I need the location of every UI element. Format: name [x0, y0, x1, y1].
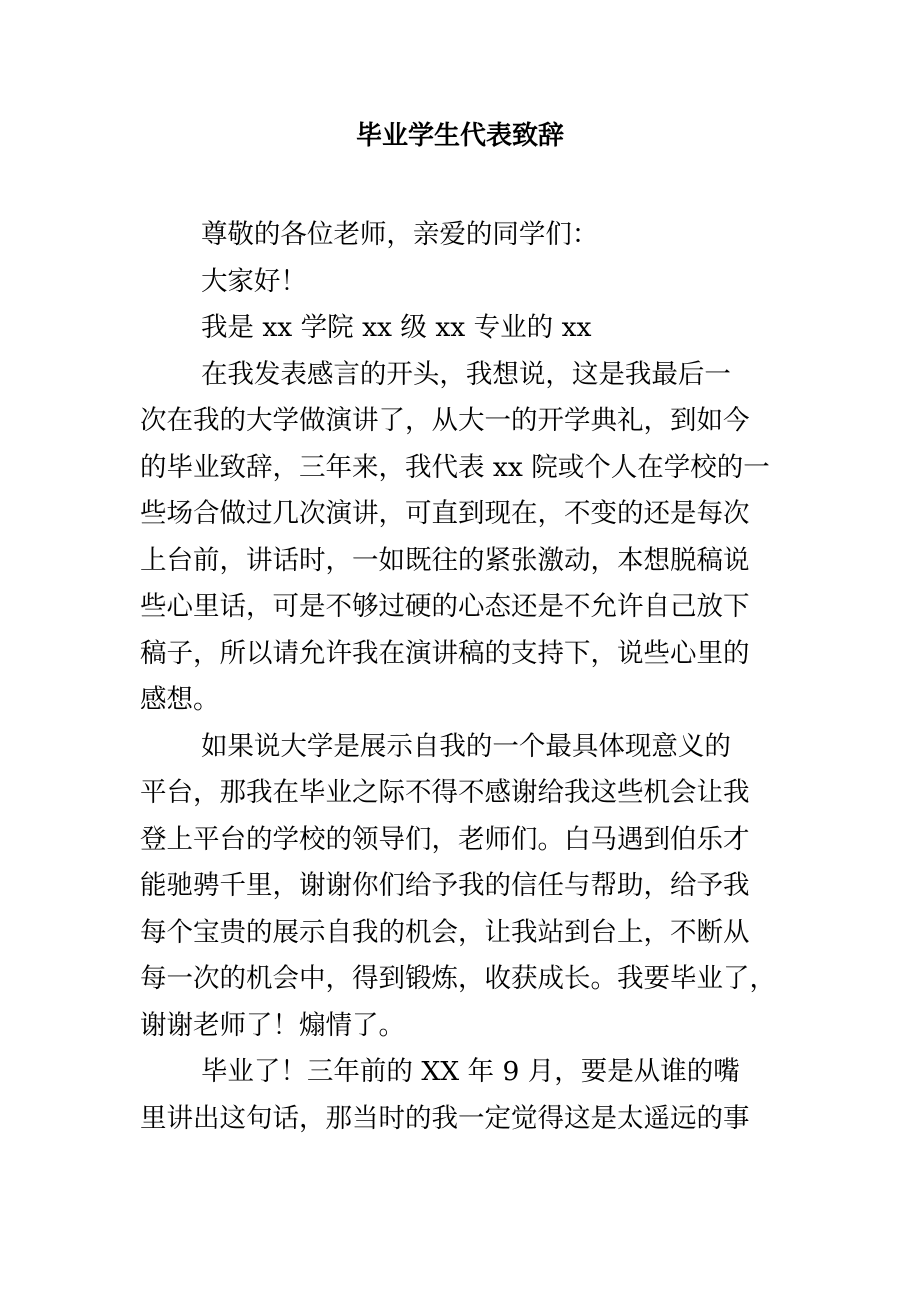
text-line: 的毕业致辞，三年来，我代表 xx 院或个人在学校的一	[140, 451, 770, 483]
text-line: 如果说大学是展示自我的一个最具体现意义的	[200, 730, 731, 762]
text-line: 能驰骋千里，谢谢你们给予我的信任与帮助，给予我	[140, 870, 750, 901]
text-line: 我是 xx 学院 xx 级 xx 专业的 xx	[200, 312, 592, 343]
paragraph-graduation	[140, 1049, 784, 1142]
text-line: 毕业了！三年前的 XX 年 9 月，要是从谁的嘴	[200, 1056, 740, 1087]
text-line: 大家好！	[200, 265, 307, 297]
document-body	[140, 212, 784, 1142]
text-line: 次在我的大学做演讲了，从大一的开学典礼，到如今	[140, 405, 750, 436]
text-line: 登上平台的学校的领导们，老师们。白马遇到伯乐才	[140, 823, 750, 855]
text-line: 平台，那我在毕业之际不得不感谢给我这些机会让我	[140, 777, 750, 808]
paragraph-salutation	[140, 212, 784, 259]
text-line: 些场合做过几次演讲，可直到现在，不变的还是每次	[140, 498, 750, 529]
text-line: 每个宝贵的展示自我的机会，让我站到台上，不断从	[140, 916, 750, 948]
text-line: 感想。	[140, 684, 220, 715]
text-line: 上台前，讲话时，一如既往的紧张激动，本想脱稿说	[140, 544, 750, 576]
text-line: 稿子，所以请允许我在演讲稿的支持下，说些心里的	[140, 637, 750, 669]
text-line: 每一次的机会中，得到锻炼，收获成长。我要毕业了，	[140, 963, 776, 994]
text-line: 些心里话，可是不够过硬的心态还是不允许自己放下	[140, 591, 750, 622]
paragraph-thanks	[140, 724, 784, 1050]
text-line: 里讲出这句话，那当时的我一定觉得这是太遥远的事	[140, 1102, 750, 1134]
text-line: 在我发表感言的开头，我想说，这是我最后一	[200, 358, 731, 390]
document-title: 毕业学生代表致辞	[355, 121, 564, 151]
paragraph-self-introduction	[140, 305, 784, 352]
paragraph-greeting	[140, 259, 784, 306]
paragraph-opening-remarks	[140, 352, 784, 724]
text-line: 谢谢老师了！煽情了。	[140, 1009, 405, 1041]
text-line: 尊敬的各位老师，亲爱的同学们：	[200, 219, 599, 250]
